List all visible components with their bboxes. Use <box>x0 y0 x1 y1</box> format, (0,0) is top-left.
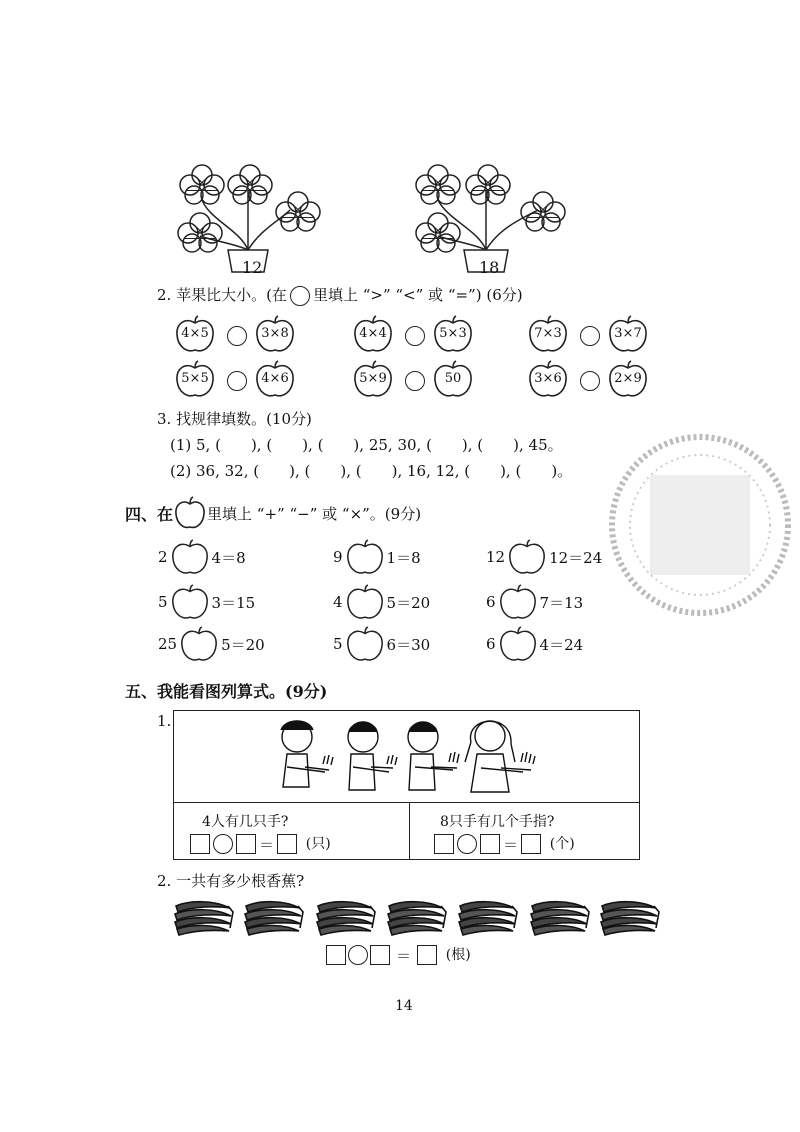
flower-blank[interactable]: × <box>422 224 454 238</box>
operator-apple-blank[interactable] <box>346 536 384 578</box>
flower-blank[interactable]: × <box>186 176 218 190</box>
operator-apple-blank[interactable] <box>171 581 209 623</box>
answer-box[interactable] <box>370 945 390 965</box>
operator-problem <box>158 581 255 623</box>
apple-left <box>353 359 393 399</box>
operand-left: 9 <box>333 548 343 566</box>
operand-left: 6 <box>486 593 496 611</box>
apple-expression: 5×3 <box>439 326 467 341</box>
answer-box[interactable] <box>190 834 210 854</box>
children-illustration <box>265 712 565 800</box>
q3-line-2[interactable]: (2) 36, 32, ( ), ( ), ( ), 16, 12, ( ), ( )。 <box>170 462 573 480</box>
operand-left: 2 <box>158 548 168 566</box>
apple-right <box>608 314 648 354</box>
operator-problem <box>333 623 430 665</box>
apple-right <box>608 359 648 399</box>
flower-blank[interactable]: × <box>527 203 559 217</box>
operator-problem <box>486 581 583 623</box>
page-number: 14 <box>395 998 413 1014</box>
answer-box[interactable] <box>417 945 437 965</box>
apple-right <box>433 359 473 399</box>
answer-box[interactable] <box>480 834 500 854</box>
banana-bunch-icon <box>598 898 660 938</box>
operand-left: 25 <box>158 635 178 653</box>
operator-problem <box>158 536 246 578</box>
q5-1-left-equation[interactable]: ＝ (只) <box>190 833 331 855</box>
compare-circle[interactable] <box>580 371 600 391</box>
operand-right: 3＝15 <box>211 593 256 612</box>
section4-title: 四、在 里填上 “+” “−” 或 “×”。(9分) <box>125 496 421 530</box>
operator-apple-blank[interactable] <box>171 536 209 578</box>
operand-right: 4＝8 <box>211 548 246 567</box>
apple-icon <box>175 496 205 530</box>
banana-bunch-icon <box>456 898 518 938</box>
apple-left <box>175 359 215 399</box>
compare-circle[interactable] <box>580 326 600 346</box>
apple-left <box>175 314 215 354</box>
answer-circle-icon <box>290 286 310 306</box>
apple-expression: 2×9 <box>614 371 642 386</box>
banana-bunch-icon <box>172 898 234 938</box>
operand-right: 5＝20 <box>221 635 265 654</box>
answer-box[interactable] <box>326 945 346 965</box>
operator-problem <box>486 623 583 665</box>
apple-expression: 5×5 <box>181 371 209 386</box>
answer-box[interactable] <box>434 834 454 854</box>
operator-apple-blank[interactable] <box>180 623 218 665</box>
banana-bunch-icon <box>242 898 304 938</box>
apple-expression: 4×5 <box>181 326 209 341</box>
stamp-watermark <box>590 420 800 630</box>
q3-title: 3. 找规律填数。(10分) <box>157 410 312 428</box>
operator-apple-blank[interactable] <box>346 581 384 623</box>
operand-right: 4＝24 <box>539 635 584 654</box>
flower-pot-left-label: 12 <box>242 258 263 277</box>
apple-expression: 4×6 <box>261 371 289 386</box>
compare-circle[interactable] <box>405 371 425 391</box>
flower-blank[interactable]: × <box>184 224 216 238</box>
q5-1-right-question: 8只手有几个手指? <box>440 814 555 830</box>
apple-expression: 50 <box>444 371 462 386</box>
operator-circle[interactable] <box>213 834 233 854</box>
compare-circle[interactable] <box>227 326 247 346</box>
answer-box[interactable] <box>521 834 541 854</box>
operand-right: 5＝20 <box>386 593 431 612</box>
apple-left <box>528 359 568 399</box>
q3-line-1[interactable]: (1) 5, ( ), ( ), ( ), 25, 30, ( ), ( ), 45。 <box>170 436 563 454</box>
q5-2-equation[interactable]: ＝ (根) <box>326 944 471 966</box>
answer-box[interactable] <box>236 834 256 854</box>
operand-left: 5 <box>333 635 343 653</box>
operand-left: 12 <box>486 548 506 566</box>
section5-title: 五、我能看图列算式。(9分) <box>125 682 328 701</box>
operand-right: 12＝24 <box>549 548 603 567</box>
operand-right: 7＝13 <box>539 593 584 612</box>
answer-box[interactable] <box>277 834 297 854</box>
apple-left <box>528 314 568 354</box>
operand-right: 1＝8 <box>386 548 421 567</box>
apple-right <box>255 314 295 354</box>
operand-left: 4 <box>333 593 343 611</box>
operator-apple-blank[interactable] <box>508 536 546 578</box>
banana-bunch-icon <box>314 898 376 938</box>
operator-problem <box>333 581 430 623</box>
flower-blank[interactable]: × <box>472 176 504 190</box>
operator-problem <box>158 623 265 665</box>
apple-expression: 3×6 <box>534 371 562 386</box>
apple-expression: 4×4 <box>359 326 387 341</box>
apple-right <box>433 314 473 354</box>
apple-right <box>255 359 295 399</box>
apple-expression: 7×3 <box>534 326 562 341</box>
q5-1-left-question: 4人有几只手? <box>202 814 289 830</box>
picture-box-vdivider <box>409 802 410 860</box>
flower-pot-right-label: 18 <box>479 258 500 277</box>
apple-left <box>353 314 393 354</box>
q5-1-right-equation[interactable]: ＝ (个) <box>434 833 575 855</box>
picture-box-divider <box>173 802 640 803</box>
q5-1-number: 1. <box>157 712 172 730</box>
compare-circle[interactable] <box>405 326 425 346</box>
apple-expression: 5×9 <box>359 371 387 386</box>
flower-blank[interactable]: × <box>282 203 314 217</box>
apple-expression: 3×8 <box>261 326 289 341</box>
compare-circle[interactable] <box>227 371 247 391</box>
operand-left: 6 <box>486 635 496 653</box>
banana-bunch-icon <box>528 898 590 938</box>
operand-left: 5 <box>158 593 168 611</box>
operator-apple-blank[interactable] <box>499 581 537 623</box>
operator-apple-blank[interactable] <box>346 623 384 665</box>
operator-circle[interactable] <box>457 834 477 854</box>
flower-blank[interactable]: × <box>422 176 454 190</box>
apple-expression: 3×7 <box>614 326 642 341</box>
operator-apple-blank[interactable] <box>499 623 537 665</box>
q2-title: 2. 苹果比大小。(在 里填上 “>” “<” 或 “=”) (6分) <box>157 286 523 304</box>
q5-2-title: 2. 一共有多少根香蕉? <box>157 872 305 890</box>
flower-blank[interactable]: × <box>234 176 266 190</box>
operator-circle[interactable] <box>348 945 368 965</box>
operand-right: 6＝30 <box>386 635 431 654</box>
operator-problem <box>333 536 421 578</box>
banana-bunch-icon <box>385 898 447 938</box>
operator-problem <box>486 536 602 578</box>
